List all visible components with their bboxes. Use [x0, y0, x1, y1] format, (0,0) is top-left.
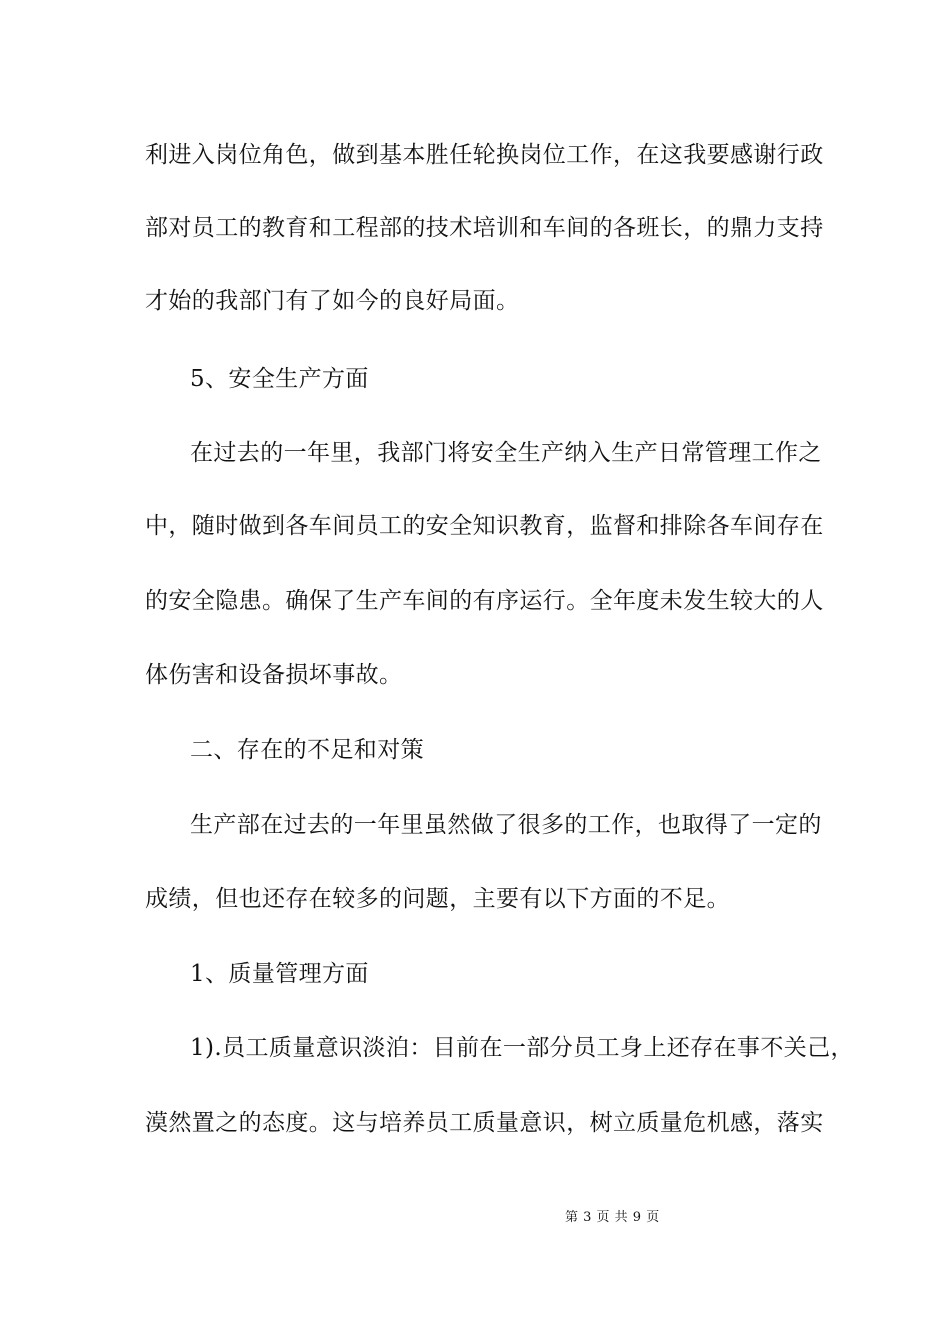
body-text-line: 才始的我部门有了如今的良好局面。: [145, 288, 520, 314]
body-text-line: 利进入岗位角色，做到基本胜任轮换岗位工作，在这我要感谢行政: [145, 142, 824, 168]
body-text-line: 中，随时做到各车间员工的安全知识教育，监督和排除各车间存在: [145, 513, 824, 539]
body-text-line: 1).员工质量意识淡泊：目前在一部分员工身上还存在事不关己，: [190, 1035, 854, 1061]
body-text-line: 在过去的一年里，我部门将安全生产纳入生产日常管理工作之: [190, 440, 822, 466]
section-heading: 5、安全生产方面: [190, 366, 369, 392]
body-text-line: 的安全隐患。确保了生产车间的有序运行。全年度未发生较大的人: [145, 588, 824, 614]
body-text-line: 成绩，但也还存在较多的问题，主要有以下方面的不足。: [145, 886, 730, 912]
section-heading: 二、存在的不足和对策: [190, 737, 424, 763]
body-text-line: 漠然置之的态度。这与培养员工质量意识，树立质量危机感，落实: [145, 1110, 824, 1136]
section-heading: 1、质量管理方面: [190, 961, 369, 987]
body-text-line: 部对员工的教育和工程部的技术培训和车间的各班长，的鼎力支持: [145, 215, 824, 241]
page-number-footer: 第 3 页 共 9 页: [565, 1210, 660, 1225]
body-text-line: 体伤害和设备损坏事故。: [145, 662, 403, 688]
body-text-line: 生产部在过去的一年里虽然做了很多的工作，也取得了一定的: [190, 812, 822, 838]
